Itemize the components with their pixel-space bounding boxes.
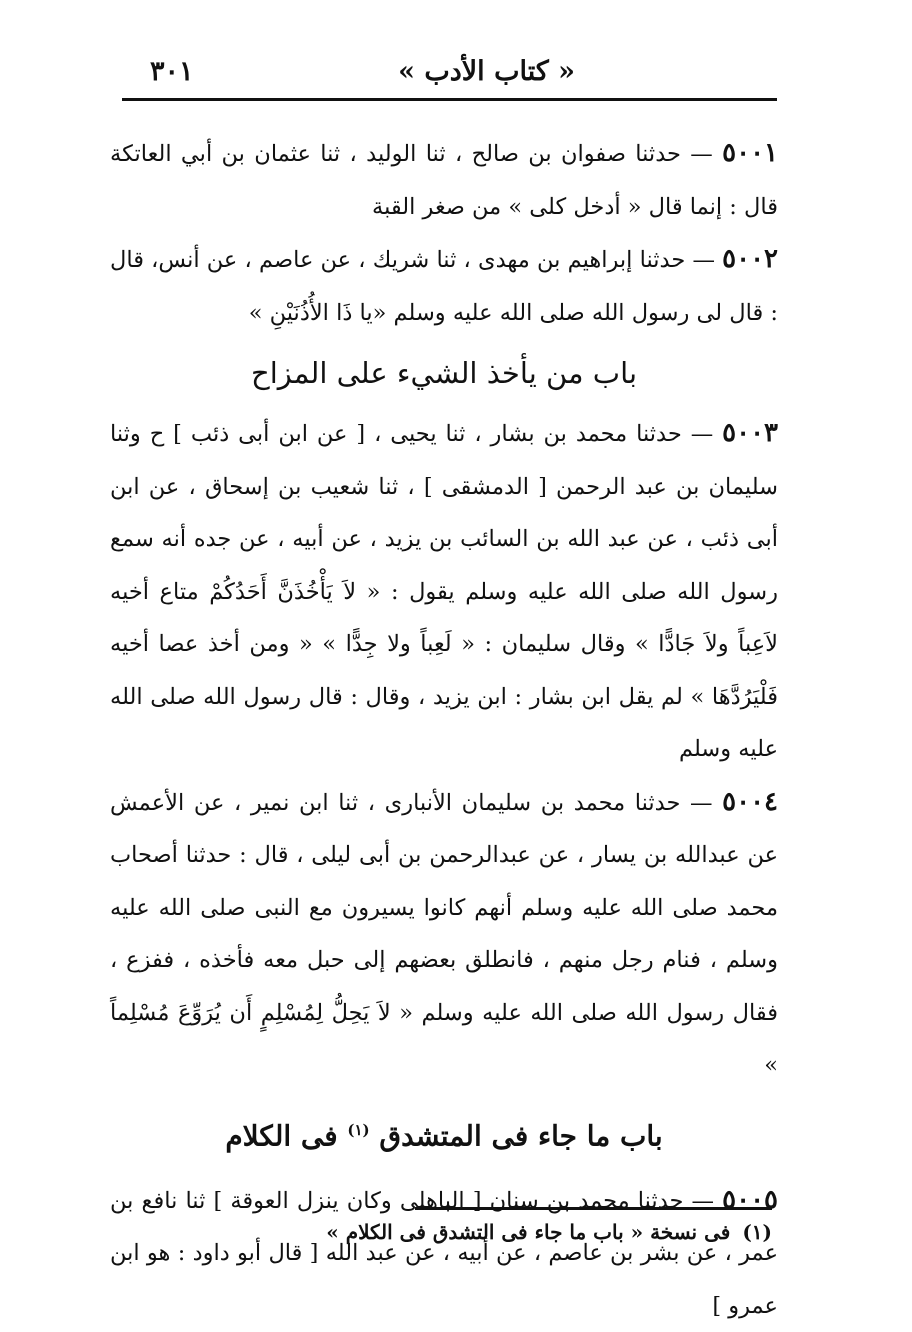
header-rule	[122, 98, 777, 101]
hadith-number: ٥٠٠٣	[722, 418, 778, 448]
hadith-5004	[110, 776, 778, 1092]
footnote	[326, 1220, 772, 1244]
running-head	[150, 52, 775, 96]
chapter-heading-text-end: فى الكلام	[225, 1118, 348, 1152]
hadith-5003	[110, 407, 778, 776]
hadith-number: ٥٠٠٢	[722, 244, 778, 274]
hadith-text: — حدثنا محمد بن سنان [ الباهلى وكان ينزل العوقة ] ثنا نافع بن عمر ، عن بشر بن عاصم ، عن أبيه ، عن عبد الله [ قال أبو داود : هو ابن عمرو ]	[110, 1187, 778, 1319]
hadith-text: — حدثنا محمد بن سليمان الأنبارى ، ثنا ابن نمير ، عن الأعمش عن عبدالله بن يسار ، عن عبدالرحمن بن أبى ليلى ، قال : حدثنا أصحاب محمد صلى الله عليه وسلم أنهم كانوا يسيرون مع النبى صلى الله عليه وسلم ، فنام رجل منهم ، فانطلق بعضهم إلى حبل معه فأخذه ، ففزع ، فقال رسول الله صلى الله عليه وسلم « لاَ يَحِلُّ لِمُسْلِمٍ أَن يُرَوِّعَ مُسْلِماً »	[110, 789, 778, 1078]
hadith-text: — حدثنا صفوان بن صالح ، ثنا الوليد ، ثنا عثمان بن أبي العاتكة قال : إنما قال « أدخل كلى » من صغر القبة	[110, 141, 778, 220]
hadith-text: — حدثنا محمد بن بشار ، ثنا يحيى ، [ عن ابن أبى ذئب ] ح وثنا سليمان بن عبد الرحمن [ الدمشقى ] ، ثنا شعيب بن إسحاق ، عن ابن أبى ذئب ، عن عبد الله بن السائب بن يزيد ، عن أبيه ، عن جده أنه سمع رسول الله صلى الله عليه وسلم يقول : « لاَ يَأْخُذَنَّ أَحَدُكُمْ متاع أخيه لاَعِباً ولاَ جَادًّا » وقال سليمان : « لَعِباً ولا جِدًّا » « ومن أخذ عصا أخيه فَلْيَرُدَّهَا » لم يقل ابن بشار : ابن يزيد ، وقال : قال رسول الله صلى الله عليه وسلم	[110, 421, 778, 762]
footnote-marker: (١)	[742, 1220, 772, 1244]
chapter-heading-text: باب ما جاء فى المتشدق	[379, 1118, 663, 1152]
footnote-rule	[415, 1207, 772, 1210]
hadith-5001	[110, 127, 778, 233]
hadith-number: ٥٠٠٥	[722, 1184, 778, 1215]
hadith-number: ٥٠٠٤	[722, 786, 778, 817]
chapter-heading: باب من يأخذ الشيء على المزاح	[250, 356, 638, 390]
hadith-number: ٥٠٠١	[722, 138, 778, 168]
footnote-text: فى نسخة « باب ما جاء فى التشدق فى الكلام »	[326, 1220, 731, 1244]
running-title: « كتاب الأدب »	[398, 56, 575, 87]
footnote-reference[interactable]: (١)	[347, 1120, 370, 1139]
chapter-heading	[110, 1100, 778, 1166]
page-number: ٣٠١	[150, 56, 194, 87]
hadith-5005	[110, 1174, 778, 1332]
hadith-5002	[110, 233, 778, 339]
main-text	[110, 127, 778, 1332]
hadith-text: — حدثنا إبراهيم بن مهدى ، ثنا شريك ، عن عاصم ، عن أنس، قال : قال لى رسول الله صلى الله عليه وسلم «يا ذَا الأُذُنَيْنِ »	[110, 247, 778, 326]
